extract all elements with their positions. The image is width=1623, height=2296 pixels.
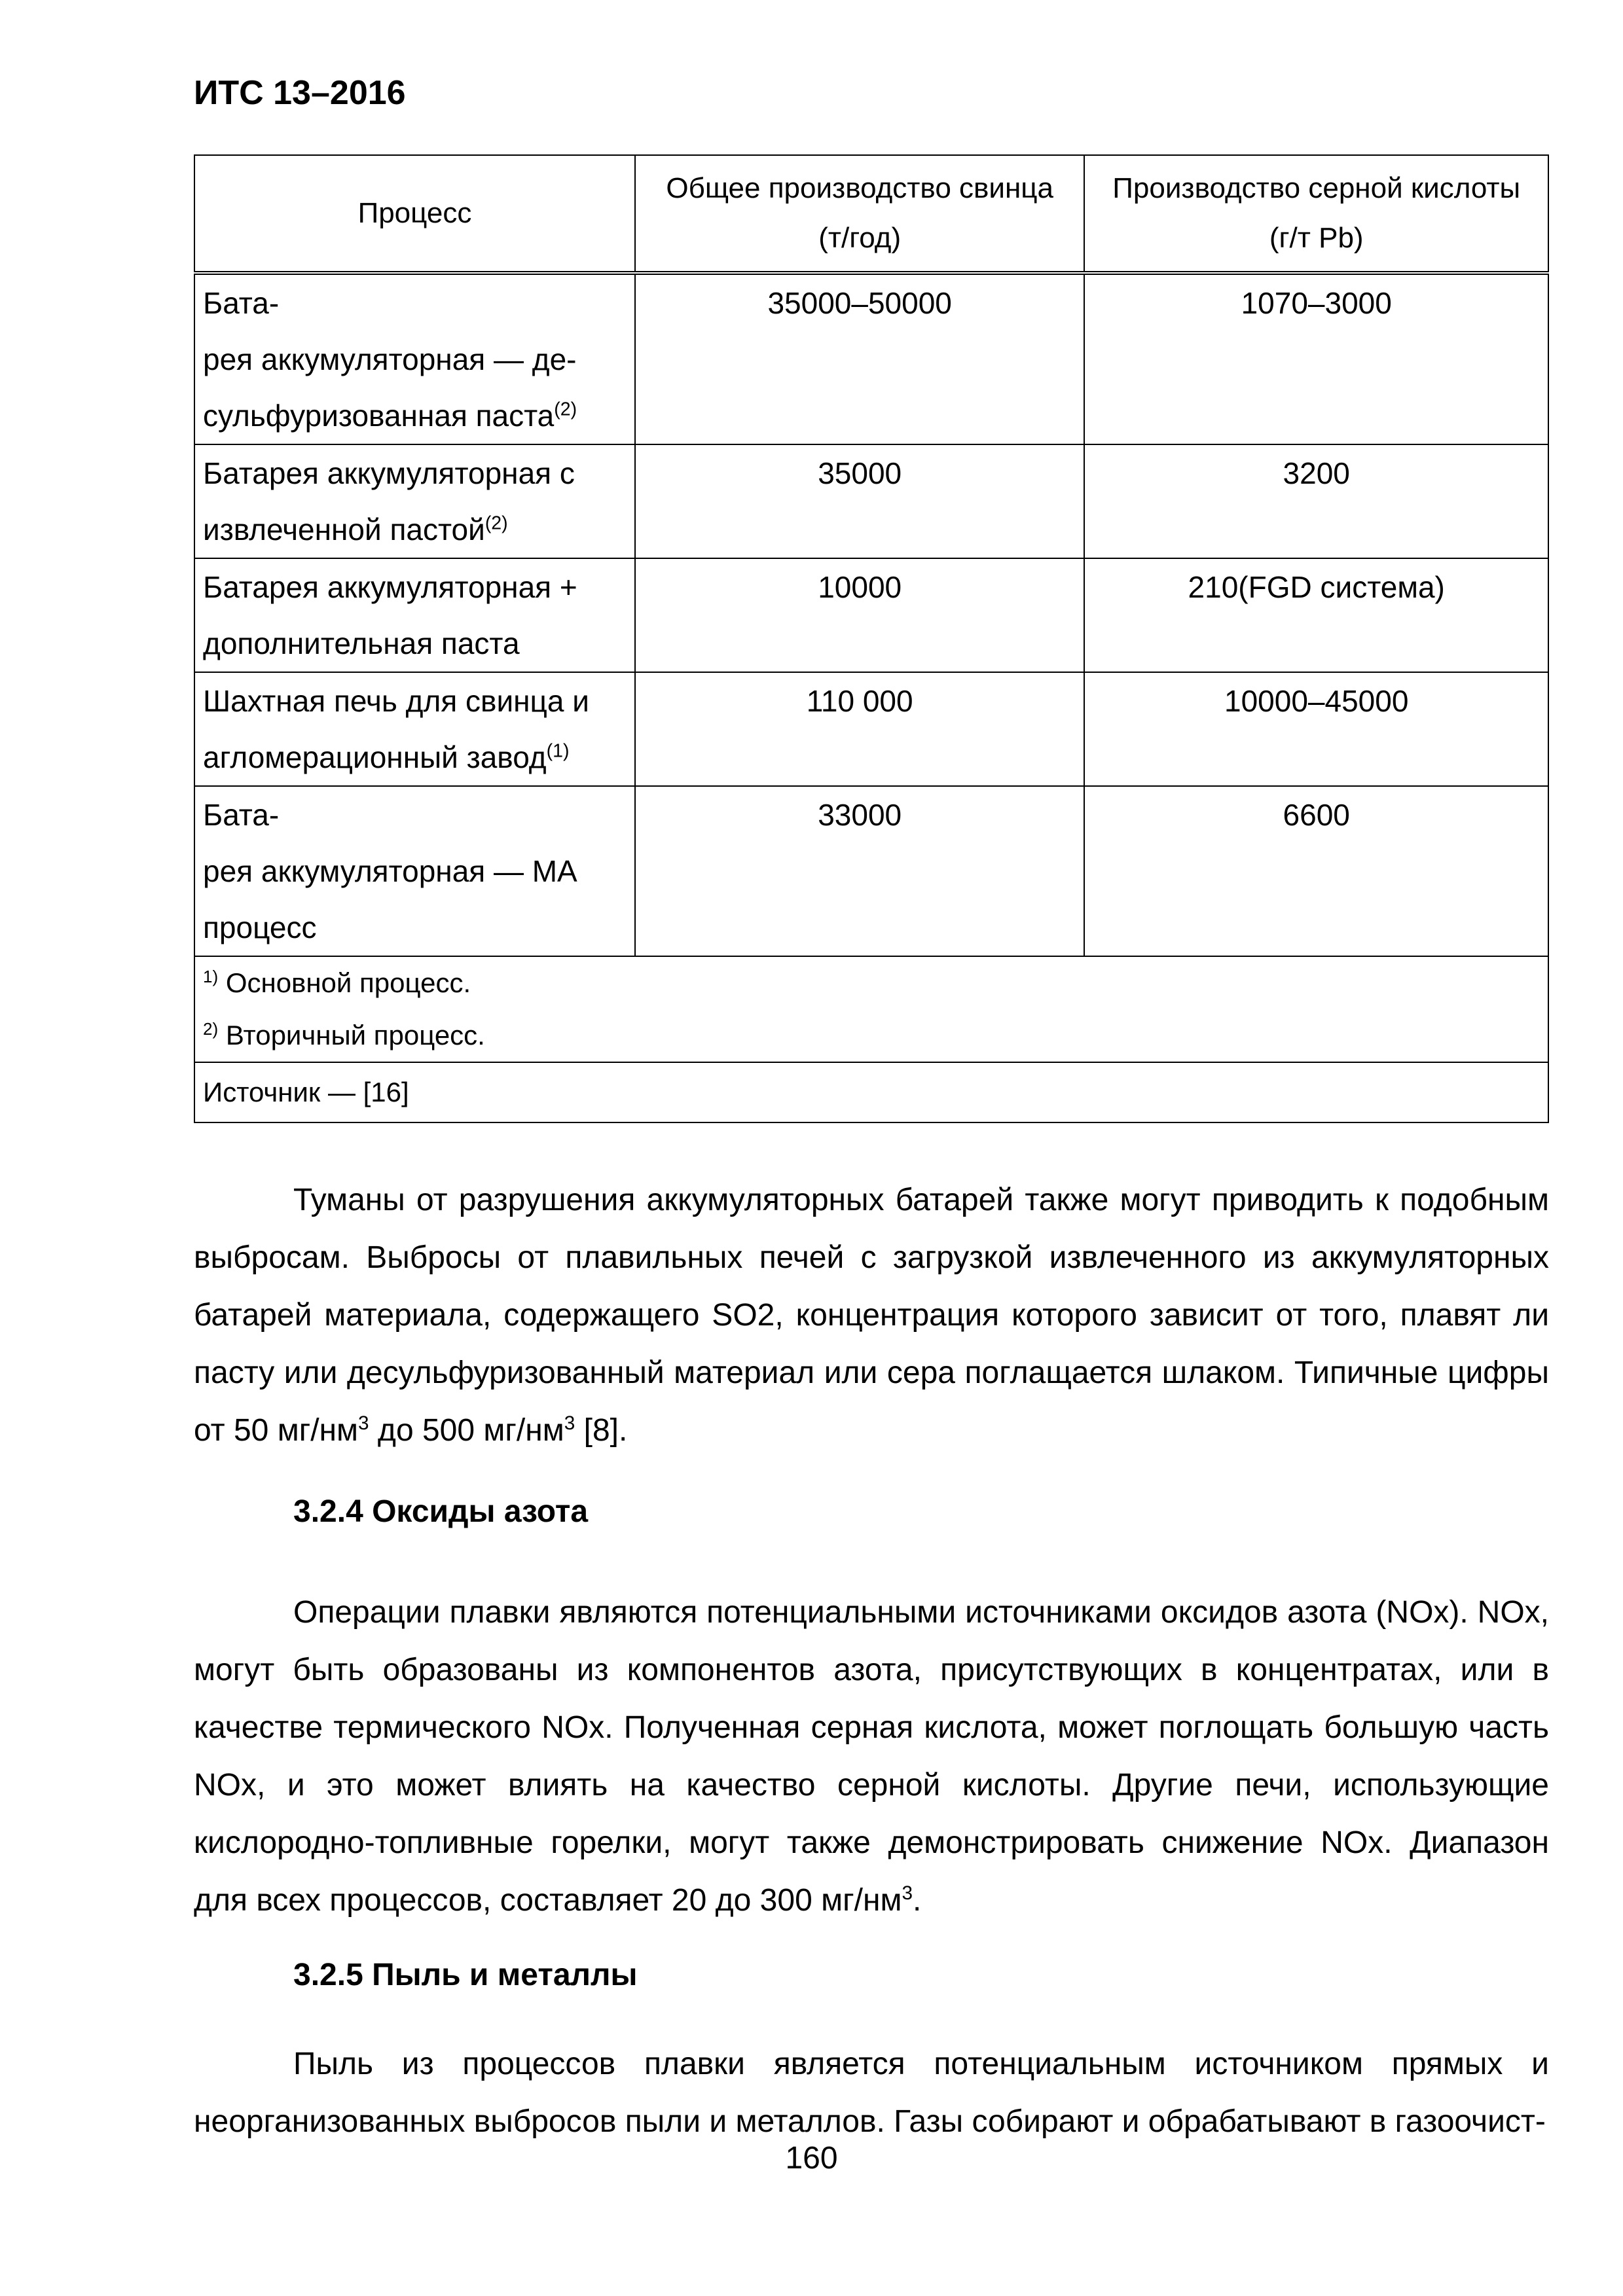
document-code: ИТС 13–2016 [194, 74, 406, 112]
paragraph-text: Пыль из процессов плавки является потенциальным источником прямых и неорганизованных выбросов пыли и металлов. Газы собирают и обрабатывают в газоочист- [194, 2047, 1549, 2139]
header-process-label: Процесс [357, 197, 472, 229]
process-line: Бата- [203, 286, 280, 320]
section-heading-nitrogen-oxides: 3.2.4 Оксиды азота [293, 1494, 589, 1529]
footnote-mark: (1) [546, 740, 570, 762]
note-text: Вторичный процесс. [225, 1020, 485, 1050]
acid-production-cell: 210(FGD система) [1084, 558, 1548, 672]
process-line: Бата- [203, 798, 280, 832]
acid-production-cell: 10000–45000 [1084, 672, 1548, 786]
process-line: дополнительная паста [203, 626, 520, 660]
table-source-row [194, 1062, 1548, 1122]
note-mark: 1) [203, 967, 219, 986]
emissions-table [194, 154, 1549, 1123]
table-row [194, 444, 1548, 558]
note-text: Основной процесс. [225, 967, 471, 998]
paragraph-text: Туманы от разрушения аккумуляторных батарей также могут приводить к подобным выбросам. Выбросы от плавильных печей с загрузкой извлеченного из аккумуляторных батарей материала, содержащего SO2, концентрация которого зависит от того, плавят ли пасту или десульфуризованный материал или сера поглащается шлаком. Типичные цифры от 50 мг/нм [194, 1183, 1549, 1448]
table-row [194, 672, 1548, 786]
process-cell [194, 672, 635, 786]
lead-production-cell: 35000 [635, 444, 1085, 558]
process-line: рея аккумуляторная — де- [203, 342, 577, 376]
process-line: Шахтная печь для свинца и [203, 684, 589, 718]
acid-production-cell: 6600 [1084, 786, 1548, 956]
process-line: сульфуризованная паста [203, 399, 555, 433]
paragraph-text: до 500 мг/нм [369, 1413, 564, 1448]
process-line: Батарея аккумуляторная с [203, 456, 575, 490]
lead-production-cell: 33000 [635, 786, 1085, 956]
acid-production-cell: 3200 [1084, 444, 1548, 558]
header-lead-production-unit: (т/год) [818, 222, 902, 254]
process-line: агломерационный завод [203, 740, 547, 774]
paragraph-nitrogen-oxides [194, 1584, 1549, 1929]
header-acid-production-label: Производство серной кислоты [1112, 172, 1521, 204]
process-line: рея аккумуляторная — МА [203, 854, 577, 888]
paragraph-text: [8]. [575, 1413, 628, 1448]
section-heading-dust-metals: 3.2.5 Пыль и металлы [293, 1958, 638, 1992]
table-row [194, 786, 1548, 956]
table-notes [194, 956, 1548, 1062]
header-lead-production [635, 155, 1085, 273]
lead-production-cell: 35000–50000 [635, 273, 1085, 444]
process-cell [194, 444, 635, 558]
paragraph-text: Операции плавки являются потенциальными источниками оксидов азота (NOх). NOх, могут быть образованы из компонентов азота, присутствующих в концентратах, или в качестве термического NOх. Полученная серная кислота, может поглощать большую часть NOх, и это может влиять на качество серной кислоты. Другие печи, использующие кислородно-топливные горелки, могут также демонстрировать снижение NOх. Диапазон для всех процессов, составляет 20 до 300 мг/нм [194, 1595, 1549, 1918]
footnote-mark: (2) [554, 399, 577, 420]
note-mark: 2) [203, 1019, 219, 1039]
lead-production-cell: 110 000 [635, 672, 1085, 786]
table-header-row [194, 155, 1548, 273]
header-acid-production [1084, 155, 1548, 273]
process-line: извлеченной пастой [203, 512, 485, 547]
process-line: Батарея аккумуляторная + [203, 570, 577, 604]
table-source: Источник — [16] [194, 1062, 1548, 1122]
header-lead-production-label: Общее производство свинца [666, 172, 1053, 204]
table-notes-row [194, 956, 1548, 1062]
paragraph-text: . [913, 1883, 922, 1918]
table-row [194, 273, 1548, 444]
lead-production-cell: 10000 [635, 558, 1085, 672]
paragraph-mists [194, 1172, 1549, 1460]
process-line: процесс [203, 910, 317, 944]
superscript: 3 [564, 1412, 575, 1434]
acid-production-cell: 1070–3000 [1084, 273, 1548, 444]
paragraph-dust-metals [194, 2036, 1549, 2151]
superscript: 3 [358, 1412, 369, 1434]
process-cell [194, 273, 635, 444]
process-cell [194, 786, 635, 956]
footnote-mark: (2) [484, 512, 508, 534]
header-process [194, 155, 635, 273]
process-cell [194, 558, 635, 672]
header-acid-production-unit: (г/т Pb) [1269, 222, 1364, 254]
superscript: 3 [902, 1882, 913, 1904]
table-row [194, 558, 1548, 672]
page-number: 160 [785, 2141, 838, 2176]
